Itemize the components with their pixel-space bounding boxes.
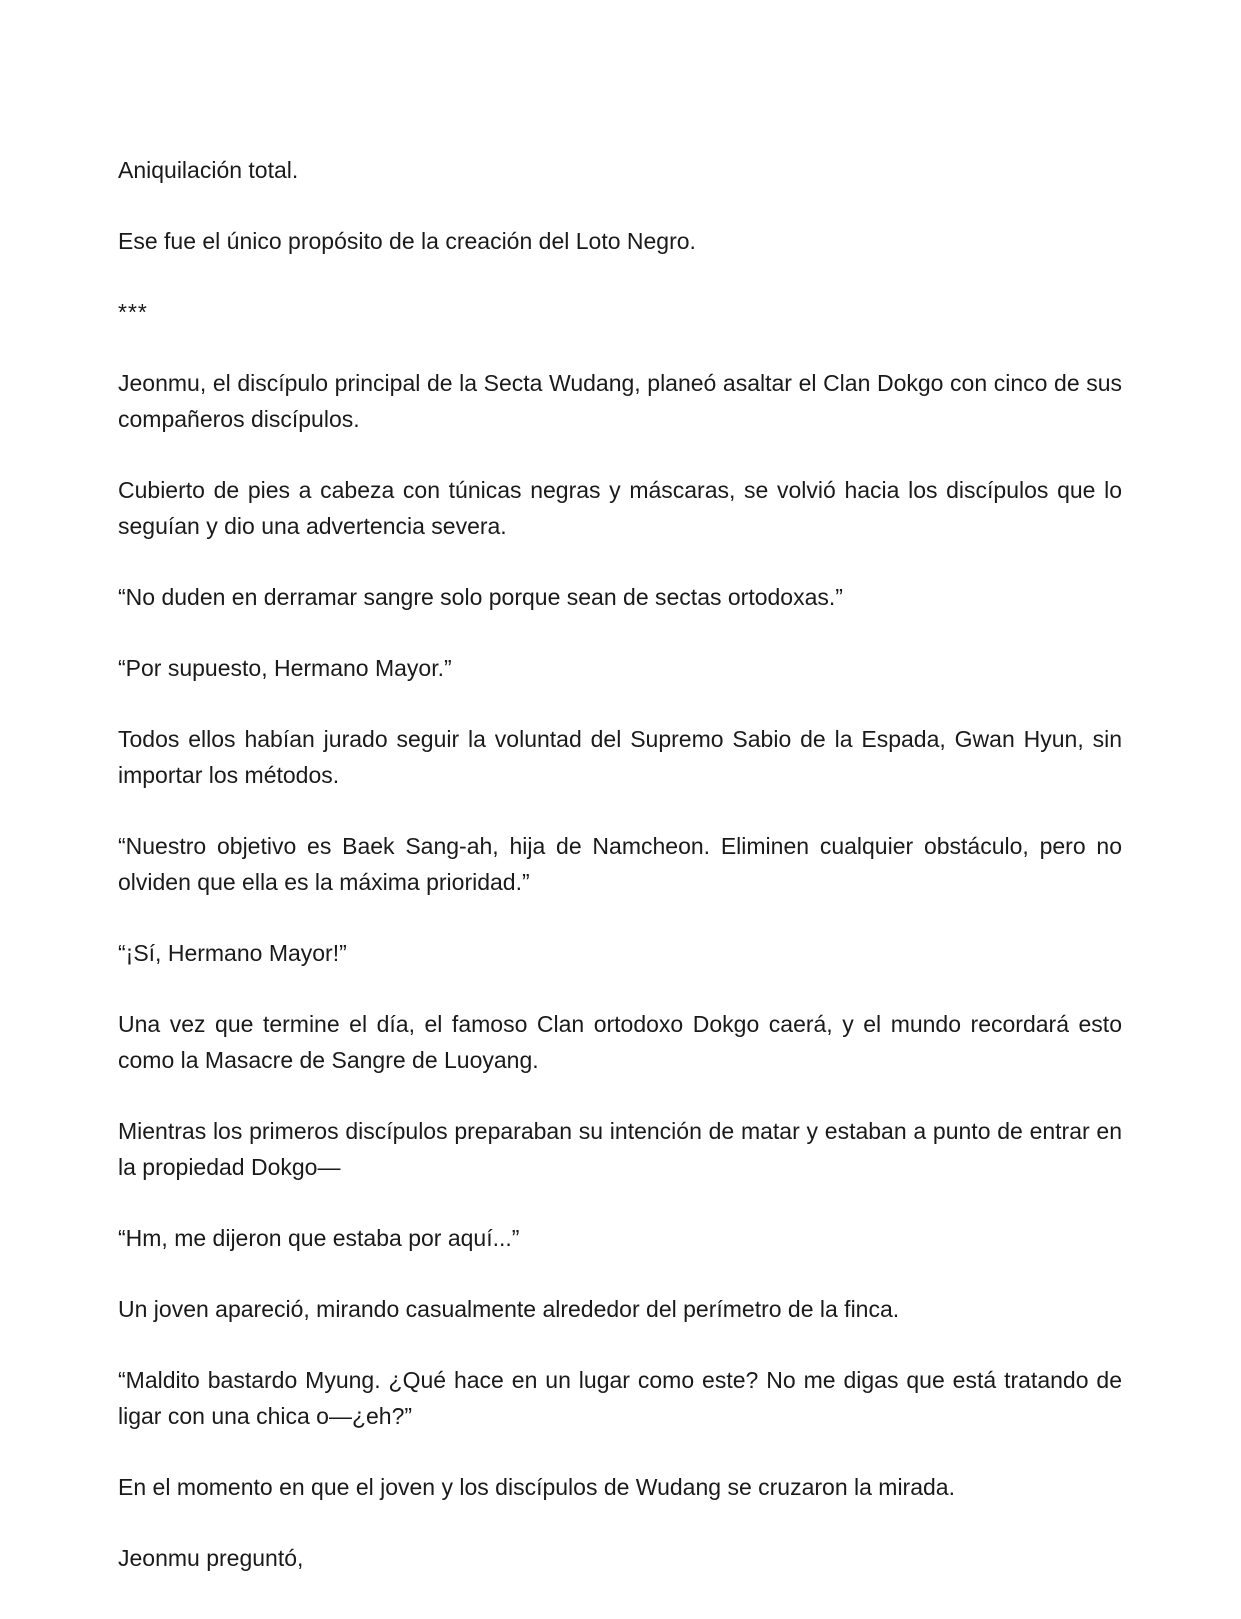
paragraph: Todos ellos habían jurado seguir la voluntad del Supremo Sabio de la Espada, Gwan Hyun, sin importar los métodos. [118,726,1122,788]
dialogue-line: “Nuestro objetivo es Baek Sang-ah, hija de Namcheon. Eliminen cualquier obstáculo, pero no olviden que ella es la máxima prioridad.” [118,833,1122,895]
scene-separator: *** [118,299,148,325]
document-body [118,152,1122,1611]
paragraph: Jeonmu, el discípulo principal de la Secta Wudang, planeó asaltar el Clan Dokgo con cinco de sus compañeros discípulos. [118,370,1122,432]
dialogue-line: “Por supuesto, Hermano Mayor.” [118,655,452,681]
paragraph: Cubierto de pies a cabeza con túnicas negras y máscaras, se volvió hacia los discípulos que lo seguían y dio una advertencia severa. [118,477,1122,539]
paragraph: Mientras los primeros discípulos preparaban su intención de matar y estaban a punto de entrar en la propiedad Dokgo— [118,1118,1122,1180]
dialogue-line: “No duden en derramar sangre solo porque sean de sectas ortodoxas.” [118,584,843,610]
paragraph: En el momento en que el joven y los discípulos de Wudang se cruzaron la mirada. [118,1474,955,1500]
paragraph: Ese fue el único propósito de la creación del Loto Negro. [118,228,696,254]
dialogue-line: “¡Sí, Hermano Mayor!” [118,940,347,966]
dialogue-line: “Hm, me dijeron que estaba por aquí...” [118,1225,520,1251]
paragraph: Un joven apareció, mirando casualmente alrededor del perímetro de la finca. [118,1296,900,1322]
paragraph: Una vez que termine el día, el famoso Clan ortodoxo Dokgo caerá, y el mundo recordará esto como la Masacre de Sangre de Luoyang. [118,1011,1122,1073]
paragraph: Aniquilación total. [118,157,299,183]
dialogue-line: “Maldito bastardo Myung. ¿Qué hace en un lugar como este? No me digas que está tratando de ligar con una chica o—¿eh?” [118,1367,1122,1429]
paragraph: Jeonmu preguntó, [118,1545,304,1571]
